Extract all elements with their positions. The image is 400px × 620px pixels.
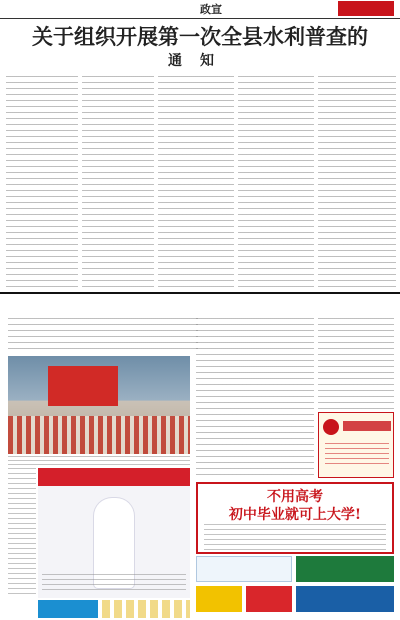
ad-text-lines xyxy=(42,574,186,590)
article-column xyxy=(6,76,78,290)
sub-article-body xyxy=(196,318,314,478)
sub-article-column xyxy=(318,318,394,410)
ad-logo-icon xyxy=(323,419,339,435)
main-article-body xyxy=(6,76,396,290)
section-divider xyxy=(0,292,400,294)
text-lines-placeholder xyxy=(8,468,36,598)
side-notice-text xyxy=(8,468,36,598)
masthead-rule xyxy=(0,18,400,19)
sponsor-logo xyxy=(102,600,190,618)
news-photo xyxy=(8,356,190,454)
masthead-section: 政宣 xyxy=(200,3,222,16)
article-column xyxy=(82,76,154,290)
main-headline: 关于组织开展第一次全县水利普查的 xyxy=(32,24,368,49)
masthead xyxy=(0,0,400,20)
text-lines-placeholder xyxy=(8,456,190,466)
text-lines-placeholder xyxy=(318,76,396,290)
sponsor-logo xyxy=(246,586,292,612)
newspaper-logo xyxy=(338,1,394,16)
main-headline-line2: 通知 xyxy=(168,53,232,69)
photo-caption xyxy=(8,456,190,466)
text-lines-placeholder xyxy=(8,318,198,352)
text-lines-placeholder xyxy=(238,76,314,290)
education-advertisement xyxy=(196,482,394,554)
text-lines-placeholder xyxy=(318,318,394,410)
edu-ad-line2: 初中毕业就可上大学! xyxy=(228,507,362,523)
ad-text-lines xyxy=(325,443,389,467)
sponsor-logo xyxy=(196,586,242,612)
red-flag-graphic xyxy=(48,366,118,406)
nursing-advertisement xyxy=(38,468,190,598)
students-group-graphic xyxy=(8,416,190,454)
sponsor-logo xyxy=(38,600,98,618)
text-lines-placeholder xyxy=(158,76,234,290)
text-lines-placeholder xyxy=(6,76,78,290)
bottom-sponsor-strip xyxy=(38,600,190,618)
sponsor-logos xyxy=(196,556,394,612)
sponsor-logo xyxy=(296,586,394,612)
edu-ad-body xyxy=(204,524,386,550)
sponsor-logo xyxy=(296,556,394,582)
text-lines-placeholder xyxy=(196,318,314,478)
article-column xyxy=(318,76,396,290)
article-column xyxy=(158,76,234,290)
text-lines-placeholder xyxy=(82,76,154,290)
side-advertisement xyxy=(318,412,394,478)
article-column xyxy=(238,76,314,290)
sponsor-logo xyxy=(196,556,292,582)
ad-title-bar xyxy=(343,421,391,431)
sub-article-intro xyxy=(8,318,198,352)
edu-ad-line1: 不用高考 xyxy=(267,489,323,505)
